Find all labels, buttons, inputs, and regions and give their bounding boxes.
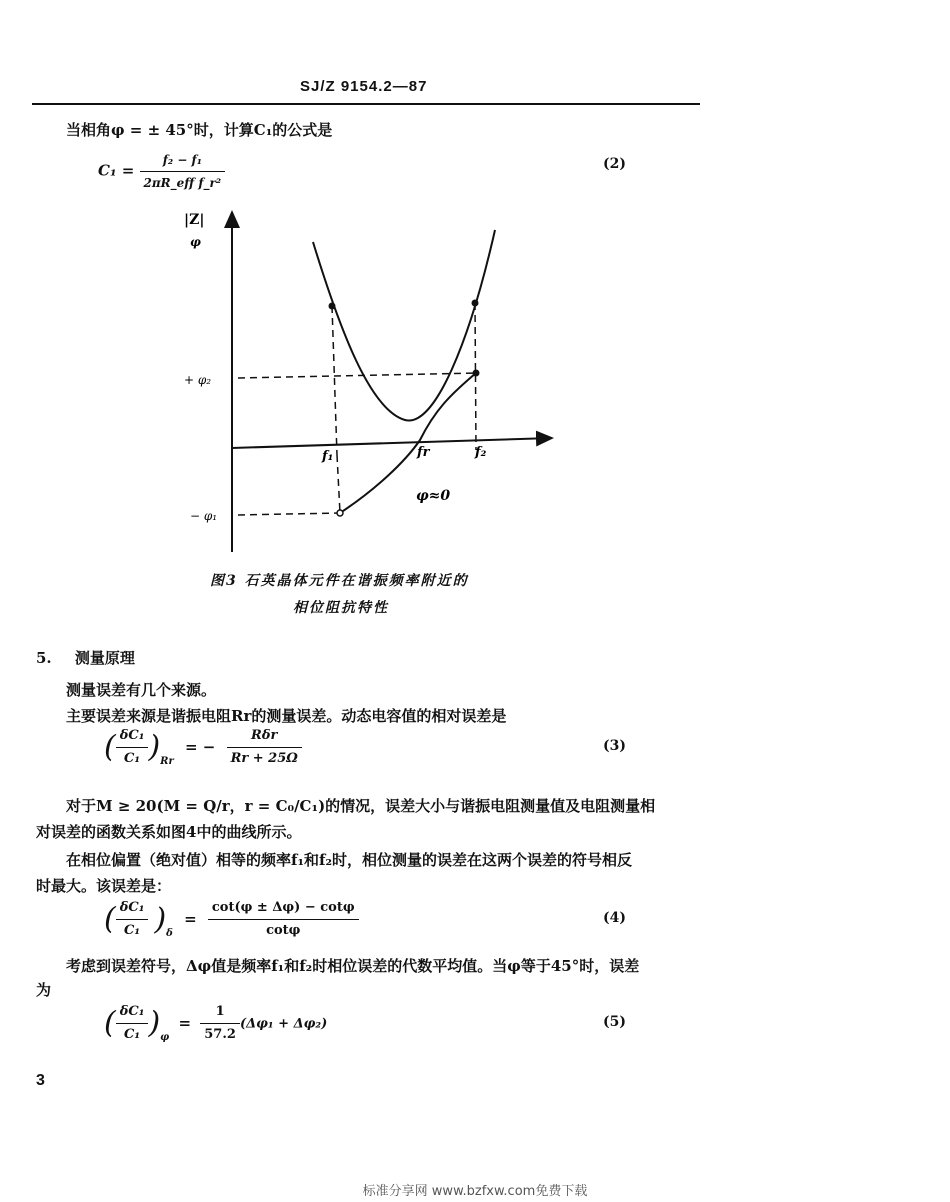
- eq4-rhs-num: cot(φ ± Δφ) − cotφ: [208, 898, 359, 920]
- eq3-lhs-sub: Rr: [160, 755, 174, 767]
- eq4-number: (4): [603, 910, 626, 926]
- eq5-paren-open: (: [104, 1005, 116, 1041]
- label-fr: fr: [417, 445, 430, 460]
- label-plus-phi: + φ₂: [184, 373, 212, 387]
- impedance-curve: [313, 230, 495, 421]
- para-3-line-1: 对于M ≥ 20(M = Q/r，r = C₀/C₁)的情况，误差大小与谐振电阻测量值及电阻测量相: [66, 797, 656, 815]
- eq4-lhs-den: C₁: [124, 923, 141, 938]
- eq4-paren-open: (: [104, 901, 116, 937]
- eq3-number: (3): [603, 738, 626, 754]
- para-5-line-1: 考虑到误差符号，Δφ值是频率f₁和f₂时相位误差的代数平均值。当φ等于45°时，误差: [66, 957, 640, 975]
- para-1: 测量误差有几个来源。: [66, 681, 217, 699]
- eq3-rhs-fraction: [227, 726, 302, 769]
- eq3-lhs-num: δC₁: [116, 726, 149, 748]
- eq5-lhs-sub: φ: [160, 1031, 170, 1043]
- eq5-paren-close: ): [148, 1005, 161, 1041]
- eq5-rhs-tail: (Δφ₁ + Δφ₂): [239, 1016, 328, 1032]
- section-title: 测量原理: [74, 649, 135, 667]
- eq4-rhs-fraction: [208, 898, 359, 941]
- para-2: 主要误差来源是谐振电阻Rr的测量误差。动态电容值的相对误差是: [66, 707, 507, 725]
- eq2-numerator: f₂ − f₁: [140, 150, 226, 172]
- eq5-lhs-num: δC₁: [116, 1002, 149, 1024]
- point-f2-phase: [473, 370, 480, 377]
- x-axis: [232, 438, 552, 448]
- para-4-line-2: 时最大。该误差是：: [36, 877, 172, 895]
- footer-watermark: 标准分享网 www.bzfxw.com免费下载: [362, 1184, 588, 1199]
- eq2-fraction: [140, 150, 226, 193]
- standard-number: SJ/Z 9154.2—87: [300, 78, 428, 95]
- f1-guide: [332, 306, 337, 455]
- eq4-lhs-sub: δ: [166, 927, 173, 939]
- para-3-line-2: 对误差的函数关系如图4中的曲线所示。: [36, 823, 302, 841]
- eq4-equals: =: [184, 909, 197, 928]
- intro-text: 当相角φ = ± 45°时，计算C₁的公式是: [66, 121, 333, 139]
- point-f1-phase: [337, 510, 343, 516]
- eq2-number: (2): [603, 156, 626, 172]
- point-f2-impedance: [472, 300, 479, 307]
- minus-phi-guide: [238, 513, 340, 515]
- eq3-lhs-fraction: [116, 726, 149, 769]
- equation-2: [98, 150, 225, 193]
- eq5-equals: =: [178, 1013, 192, 1032]
- eq3-paren-open: (: [104, 729, 116, 765]
- eq3-lhs-den: C₁: [124, 751, 141, 766]
- section-number: 5.: [36, 649, 52, 667]
- equation-4: [104, 898, 359, 941]
- label-minus-phi: − φ₁: [190, 509, 218, 523]
- section-5-heading: [36, 648, 135, 668]
- equation-5: [104, 1002, 327, 1045]
- eq4-lhs-fraction: [116, 898, 149, 941]
- eq3-rhs-num: Rδr: [227, 726, 302, 748]
- figure-3-plot: [170, 200, 570, 565]
- f1-guide-lower: [337, 455, 340, 513]
- eq4-rhs-den: cotφ: [266, 923, 301, 938]
- para-4-line-1: 在相位偏置（绝对值）相等的频率f₁和f₂时，相位测量的误差在这两个误差的符号相反: [66, 851, 633, 869]
- label-phi: φ: [190, 235, 201, 249]
- eq3-rhs-den: Rr + 25Ω: [230, 751, 298, 766]
- plus-phi-guide: [238, 373, 476, 378]
- eq5-lhs-fraction: [116, 1002, 149, 1045]
- label-f1: f₁: [322, 449, 334, 464]
- label-z: |Z|: [184, 212, 205, 228]
- eq5-rhs-den: 57.2: [204, 1027, 236, 1042]
- eq3-paren-close: ): [148, 729, 161, 765]
- label-f2: f₂: [475, 445, 487, 460]
- equation-3: [104, 726, 302, 769]
- eq2-denominator: 2πR_eff f_r²: [143, 176, 222, 190]
- para-5-line-2: 为: [36, 981, 52, 999]
- header-rule: [32, 103, 700, 105]
- eq5-rhs-num: 1: [200, 1002, 240, 1024]
- eq5-number: (5): [603, 1014, 626, 1030]
- eq5-rhs-fraction: [200, 1002, 240, 1045]
- label-phi-approx: φ≈0: [416, 488, 451, 504]
- page-number: 3: [36, 1072, 45, 1089]
- eq5-lhs-den: C₁: [124, 1027, 141, 1042]
- f2-guide: [475, 303, 476, 450]
- figure-caption-line1: 图3 石英晶体元件在谐振频率附近的: [210, 573, 469, 589]
- eq2-lhs: C₁ =: [98, 161, 135, 180]
- eq3-equals: = −: [184, 737, 216, 756]
- eq4-paren-close: ): [154, 901, 167, 937]
- point-f1-impedance: [329, 303, 336, 310]
- figure-caption-line2: 相位阻抗特性: [293, 600, 389, 616]
- eq4-lhs-num: δC₁: [116, 898, 149, 920]
